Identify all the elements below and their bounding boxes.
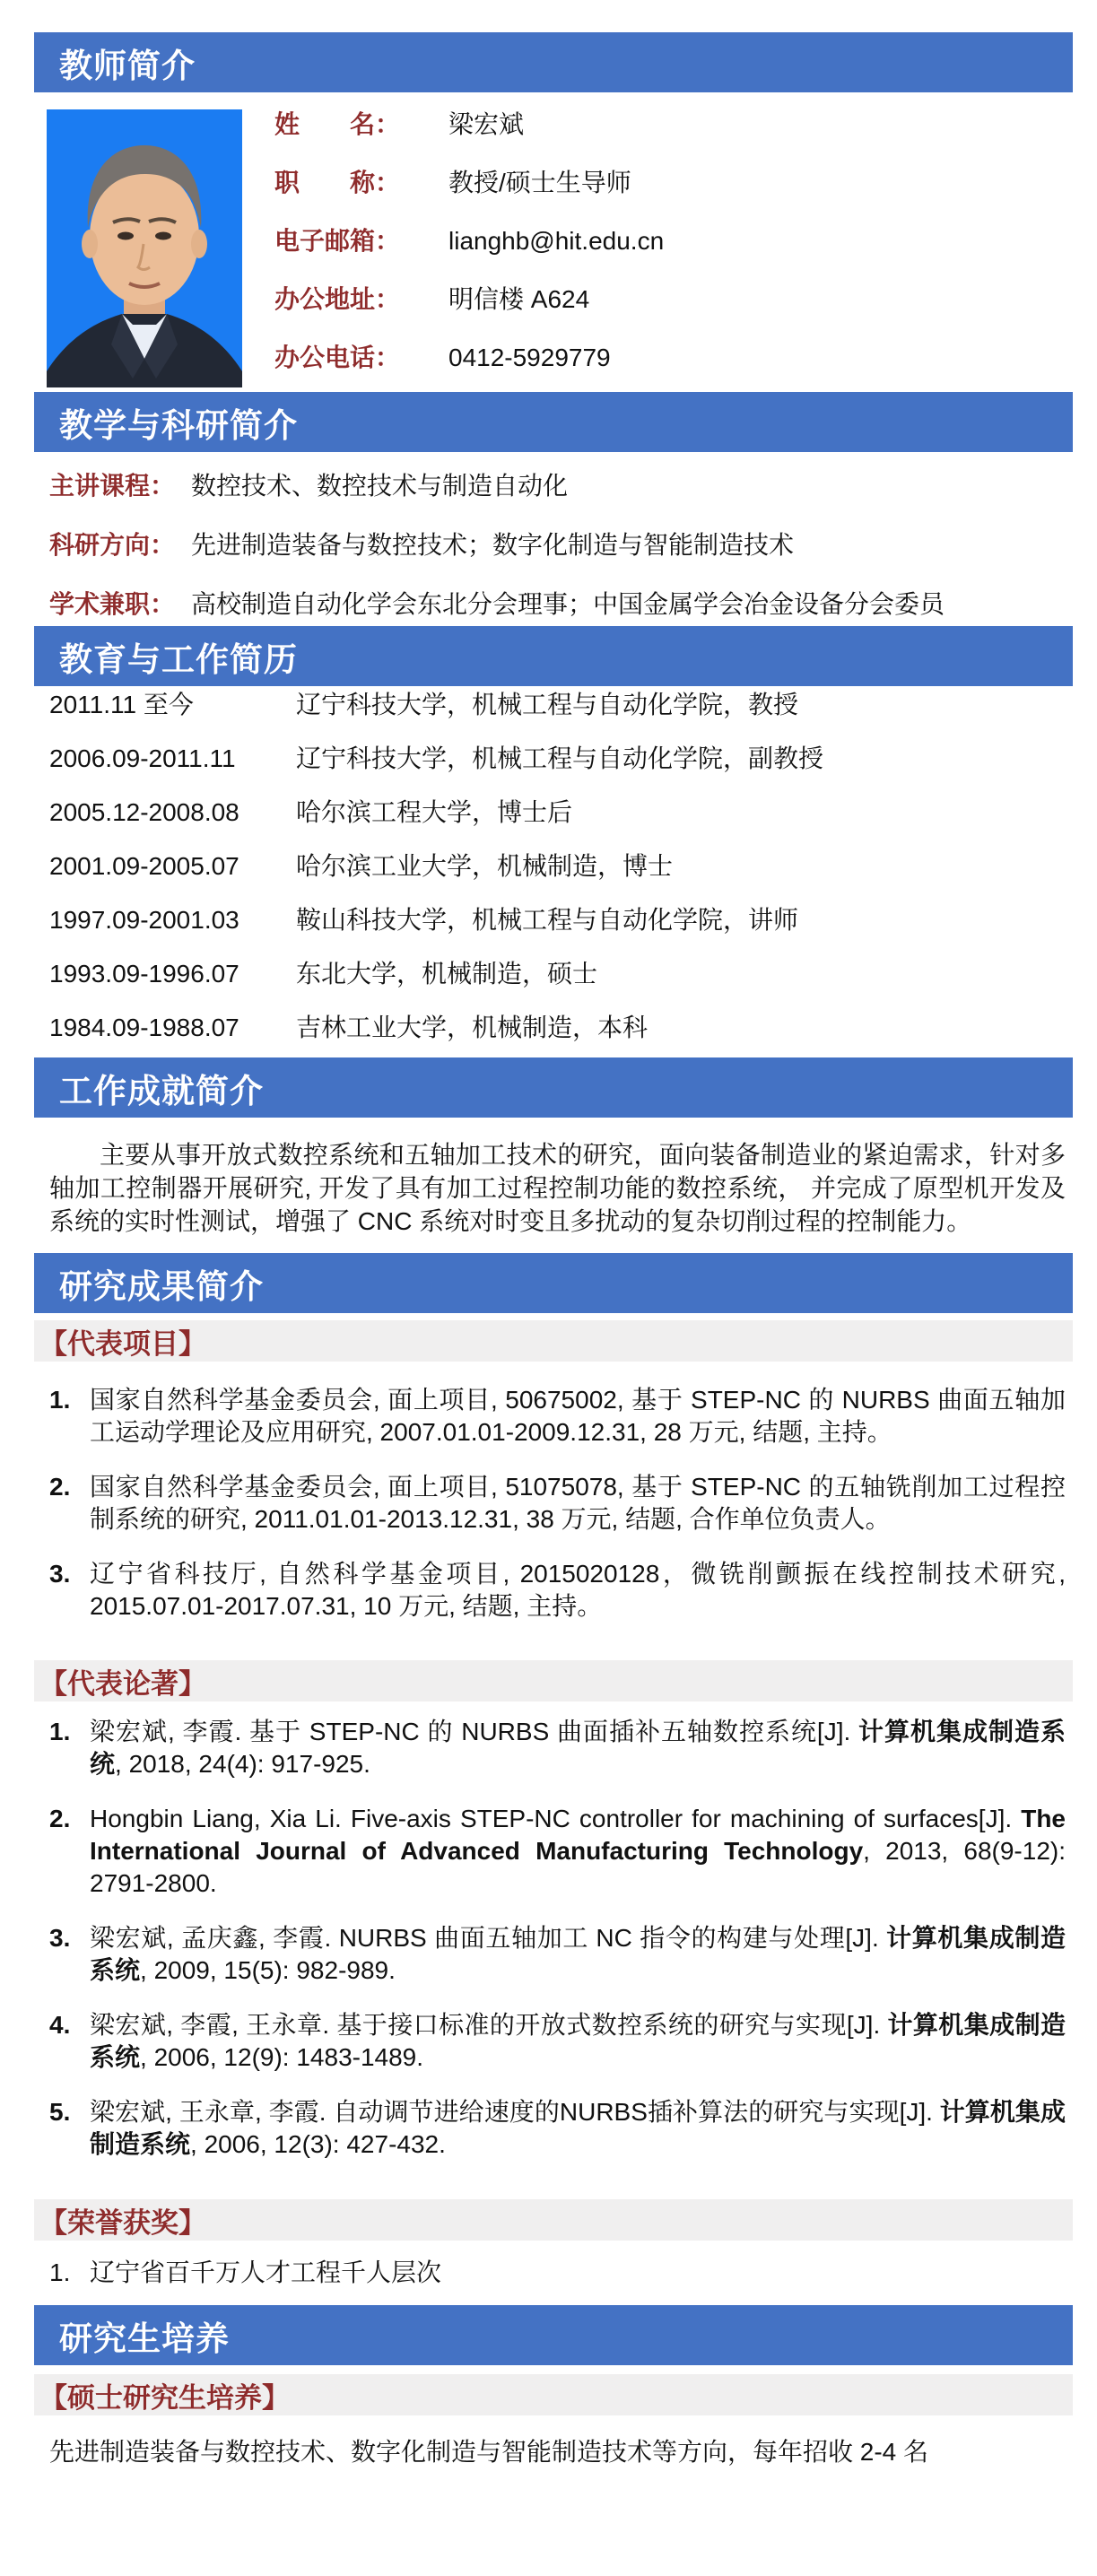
research-direction-value: 先进制造装备与数控技术；数字化制造与智能制造技术 xyxy=(191,531,795,559)
education-row xyxy=(34,800,1073,825)
profile-fields xyxy=(274,109,664,387)
education-detail: 吉林工业大学，机械制造，本科 xyxy=(296,1014,649,1041)
publication-item xyxy=(34,1922,1073,1987)
project-item xyxy=(34,1471,1073,1536)
education-detail: 辽宁科技大学，机械工程与自动化学院，副教授 xyxy=(296,744,824,772)
project-item-text: 辽宁省科技厅, 自然科学基金项目, 2015020128，微铣削颤振在线控制技术研究, 2015.07.01-2017.07.31, 10 万元, 结题, 主持。 xyxy=(90,1560,1066,1620)
section-header-graduate: 研究生培养 xyxy=(34,2305,1073,2365)
academic-posts-label: 学术兼职： xyxy=(49,590,176,618)
education-period: 2006.09-2011.11 xyxy=(49,744,236,772)
subheader-representative-projects: 【代表项目】 xyxy=(34,1320,1073,1362)
teaching-row-courses xyxy=(34,474,1073,499)
field-office-phone-value: 0412-5929779 xyxy=(448,344,611,371)
publication-journal-name: 计算机集成制造系统 xyxy=(90,2098,1066,2158)
profile-photo xyxy=(47,109,242,387)
section-header-profile: 教师简介 xyxy=(34,32,1073,92)
honor-item-number: 1. xyxy=(49,2258,71,2286)
education-period: 1997.09-2001.03 xyxy=(49,906,239,934)
education-detail: 鞍山科技大学，机械工程与自动化学院，讲师 xyxy=(296,906,799,934)
section-header-teaching: 教学与科研简介 xyxy=(34,392,1073,452)
publication-list xyxy=(34,1716,1073,2161)
field-email-value: lianghb@hit.edu.cn xyxy=(448,227,665,255)
field-office-address-label: 办公地址： xyxy=(274,285,401,313)
section-header-achievement: 工作成就简介 xyxy=(34,1057,1073,1118)
publication-citation-pre: Hongbin Liang, Xia Li. Five-axis STEP-NC controller for machining of surfaces[J]. xyxy=(90,1805,1022,1832)
education-period: 2001.09-2005.07 xyxy=(49,852,239,880)
field-office-address xyxy=(274,287,664,312)
education-period: 1984.09-1988.07 xyxy=(49,1014,239,1041)
education-period: 2011.11 至今 xyxy=(49,691,194,718)
publication-journal-name: 计算机集成制造系统 xyxy=(90,1924,1066,1984)
subheader-master-training: 【硕士研究生培养】 xyxy=(34,2374,1073,2415)
publication-item xyxy=(34,2009,1073,2074)
project-item-text: 国家自然科学基金委员会, 面上项目, 50675002, 基于 STEP-NC 的 NURBS 曲面五轴加工运动学理论及应用研究, 2007.01.01-2009.12.31, 28 万元, 结题, 主持。 xyxy=(90,1386,1066,1446)
project-list xyxy=(34,1384,1073,1623)
education-row xyxy=(34,1015,1073,1040)
publication-citation-post: , 2013, 68(9-12): 2791-2800. xyxy=(90,1837,1066,1897)
publication-item-number: 1. xyxy=(49,1718,71,1745)
field-office-phone-label: 办公电话： xyxy=(274,344,401,371)
project-item xyxy=(34,1384,1073,1449)
publication-citation-post: , 2006, 12(9): 1483-1489. xyxy=(140,2043,424,2071)
field-name xyxy=(274,112,664,137)
publication-item-number: 3. xyxy=(49,1924,71,1952)
publication-item xyxy=(34,1803,1073,1900)
section-header-research: 研究成果简介 xyxy=(34,1253,1073,1313)
section-header-history: 教育与工作简历 xyxy=(34,626,1073,686)
publication-journal-name: The International Journal of Advanced Manufacturing Technology xyxy=(90,1805,1066,1865)
education-row xyxy=(34,854,1073,879)
publication-item-number: 2. xyxy=(49,1805,71,1832)
graduate-training-text: 先进制造装备与数控技术、数字化制造与智能制造技术等方向，每年招收 2-4 名 xyxy=(49,2438,929,2466)
education-detail: 哈尔滨工业大学，机械制造，博士 xyxy=(296,852,674,880)
courses-label: 主讲课程： xyxy=(49,472,176,500)
field-title xyxy=(274,170,664,196)
teaching-row-research-direction xyxy=(34,533,1073,558)
education-detail: 辽宁科技大学，机械工程与自动化学院，教授 xyxy=(296,691,799,718)
project-item-text: 国家自然科学基金委员会, 面上项目, 51075078, 基于 STEP-NC 的五轴铣削加工过程控制系统的研究, 2011.01.01-2013.12.31, 38 万元, 结题, 合作单位负责人。 xyxy=(90,1473,1066,1533)
education-row xyxy=(34,908,1073,933)
education-detail: 哈尔滨工程大学，博士后 xyxy=(296,798,573,826)
project-item-number: 3. xyxy=(49,1560,71,1588)
subheader-representative-publications: 【代表论著】 xyxy=(34,1660,1073,1701)
field-title-label: 职 称： xyxy=(274,169,401,196)
publication-citation-pre: 梁宏斌, 李霞. 基于 STEP-NC 的 NURBS 曲面插补五轴数控系统[J]. xyxy=(90,1718,859,1745)
publication-item xyxy=(34,1716,1073,1780)
education-row xyxy=(34,692,1073,718)
education-period: 2005.12-2008.08 xyxy=(49,798,239,826)
project-item-number: 1. xyxy=(49,1386,71,1414)
publication-item-number: 5. xyxy=(49,2098,71,2126)
field-name-label: 姓 名： xyxy=(274,110,401,138)
project-item-number: 2. xyxy=(49,1473,71,1501)
honor-item-text: 辽宁省百千万人才工程千人层次 xyxy=(90,2258,442,2286)
portrait-photo-graphic xyxy=(47,109,242,387)
courses-value: 数控技术、数控技术与制造自动化 xyxy=(191,472,569,500)
education-history-list xyxy=(34,692,1073,1040)
field-office-phone xyxy=(274,345,664,370)
project-item xyxy=(34,1558,1073,1623)
publication-item-number: 4. xyxy=(49,2011,71,2039)
teaching-row-academic-posts xyxy=(34,592,1073,617)
education-row xyxy=(34,746,1073,771)
education-detail: 东北大学，机械制造，硕士 xyxy=(296,960,598,988)
research-direction-label: 科研方向： xyxy=(49,531,176,559)
subheader-honors: 【荣誉获奖】 xyxy=(34,2199,1073,2241)
profile-block xyxy=(34,109,1073,387)
publication-journal-name: 计算机集成制造系统 xyxy=(90,2011,1066,2071)
field-title-value: 教授/硕士生导师 xyxy=(448,169,631,196)
publication-item xyxy=(34,2096,1073,2161)
publication-citation-post: , 2009, 15(5): 982-989. xyxy=(140,1956,396,1984)
publication-citation-post: , 2006, 12(3): 427-432. xyxy=(190,2130,446,2158)
publication-citation-post: , 2018, 24(4): 917-925. xyxy=(115,1750,370,1778)
field-email-label: 电子邮箱： xyxy=(274,227,401,255)
publication-citation-pre: 梁宏斌, 李霞, 王永章. 基于接口标准的开放式数控系统的研究与实现[J]. xyxy=(90,2011,888,2039)
field-office-address-value: 明信楼 A624 xyxy=(448,285,590,313)
teaching-block xyxy=(34,474,1073,617)
academic-posts-value: 高校制造自动化学会东北分会理事；中国金属学会冶金设备分会委员 xyxy=(191,590,945,618)
publication-journal-name: 计算机集成制造系统 xyxy=(90,1718,1066,1778)
honor-item xyxy=(49,2257,1066,2289)
field-name-value: 梁宏斌 xyxy=(448,110,525,138)
field-email xyxy=(274,229,664,254)
publication-citation-pre: 梁宏斌, 王永章, 李霞. 自动调节进给速度的NURBS插补算法的研究与实现[J]. xyxy=(90,2098,940,2126)
achievement-paragraph: 主要从事开放式数控系统和五轴加工技术的研究，面向装备制造业的紧迫需求，针对多轴加工控制器开展研究, 开发了具有加工过程控制功能的数控系统， 并完成了原型机开发及系统的实时性测试，增强了 CNC 系统对时变且多扰动的复杂切削过程的控制能力。 xyxy=(49,1141,1066,1235)
education-period: 1993.09-1996.07 xyxy=(49,960,239,988)
education-row xyxy=(34,962,1073,987)
publication-citation-pre: 梁宏斌, 孟庆鑫, 李霞. NURBS 曲面五轴加工 NC 指令的构建与处理[J]. xyxy=(90,1924,887,1952)
